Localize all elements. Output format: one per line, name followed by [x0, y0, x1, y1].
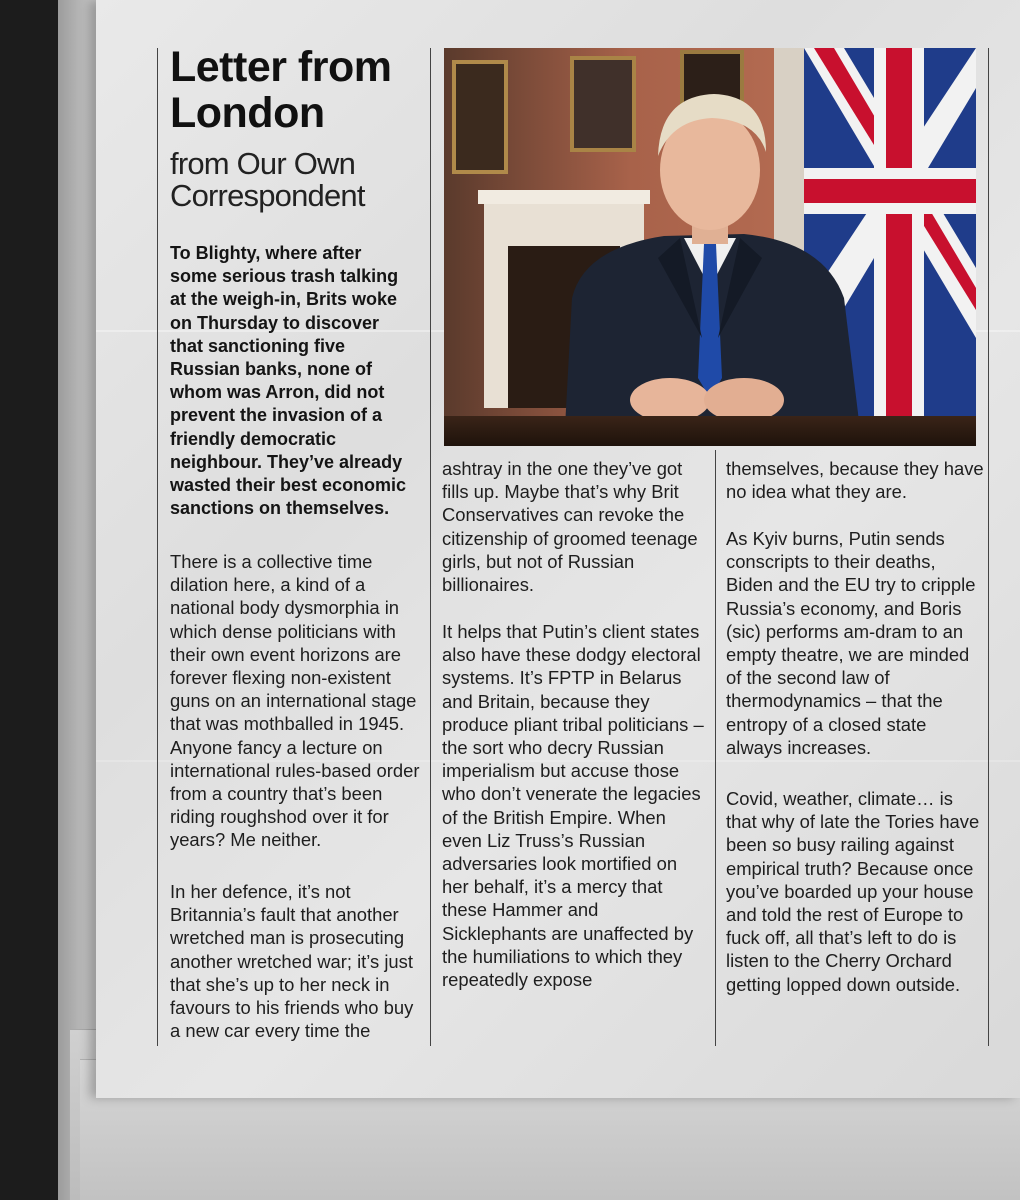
column-2-paragraph-2: It helps that Putin’s client states also have these dodgy electoral systems. It’s FPTP in Belarus and Britain, because they produce pliant tribal politicians – the sort who decry Russian imperialism but accuse those who don’t venerate the legacies of the British Empire. When even Liz Truss’s Russian adversaries look mortified on her behalf, it’s a mercy that these Hammer and Sicklephants are unaffected by the humiliations to which they repeatedly expose: [442, 621, 704, 991]
article-photo: [444, 48, 976, 446]
column-3-paragraph-2: As Kyiv burns, Putin sends conscripts to their deaths, Biden and the EU try to cripple Russia’s economy, and Boris (sic) performs am-dram to an empty theatre, we are minded of the second law of thermodynamics – that the entropy of a closed state always increases.: [726, 528, 976, 758]
column-rule-right: [988, 48, 989, 1046]
headline: Letter from London: [170, 43, 392, 137]
column-2-paragraph-1: ashtray in the one they’ve got fills up. Maybe that’s why Brit Conservatives can revoke the citizenship of groomed teenage girls, but not of Russian billionaires.: [442, 458, 698, 596]
column-3-paragraph-3: Covid, weather, climate… is that why of late the Tories have been so busy railing against empirical truth? Because once you’ve boarded up your house and told the rest of Europe to fuck off, all that’s left to do is listen to the Cherry Orchard getting lopped down outside.: [726, 788, 980, 995]
photo-illustration: [444, 48, 976, 446]
column-rule-1: [430, 48, 431, 1046]
column-rule-left: [157, 48, 158, 1046]
subhead: from Our Own Correspondent: [170, 146, 365, 213]
standfirst: To Blighty, where after some serious trash talking at the weigh-in, Brits woke on Thursday to discover that sanctioning five Russian banks, none of whom was Arron, did not prevent the invasion of a friendly democratic neighbour. They’ve already wasted their best economic sanctions on themselves.: [170, 243, 407, 519]
column-1-paragraph-1: There is a collective time dilation here, a kind of a national body dysmorphia in which dense politicians with their own event horizons are forever flexing non-existent guns on an international stage that was mothballed in 1945. Anyone fancy a lecture on international rules-based order from a country that’s been riding roughshod over it for years? Me neither.: [170, 551, 420, 851]
column-3-paragraph-1: themselves, because they have no idea what they are.: [726, 458, 984, 503]
column-1-paragraph-2: In her defence, it’s not Britannia’s fault that another wretched man is prosecuting another wretched war; it’s just that she’s up to her neck in favours to his friends who buy a new car every time the: [170, 881, 414, 1042]
column-rule-2: [715, 450, 716, 1046]
